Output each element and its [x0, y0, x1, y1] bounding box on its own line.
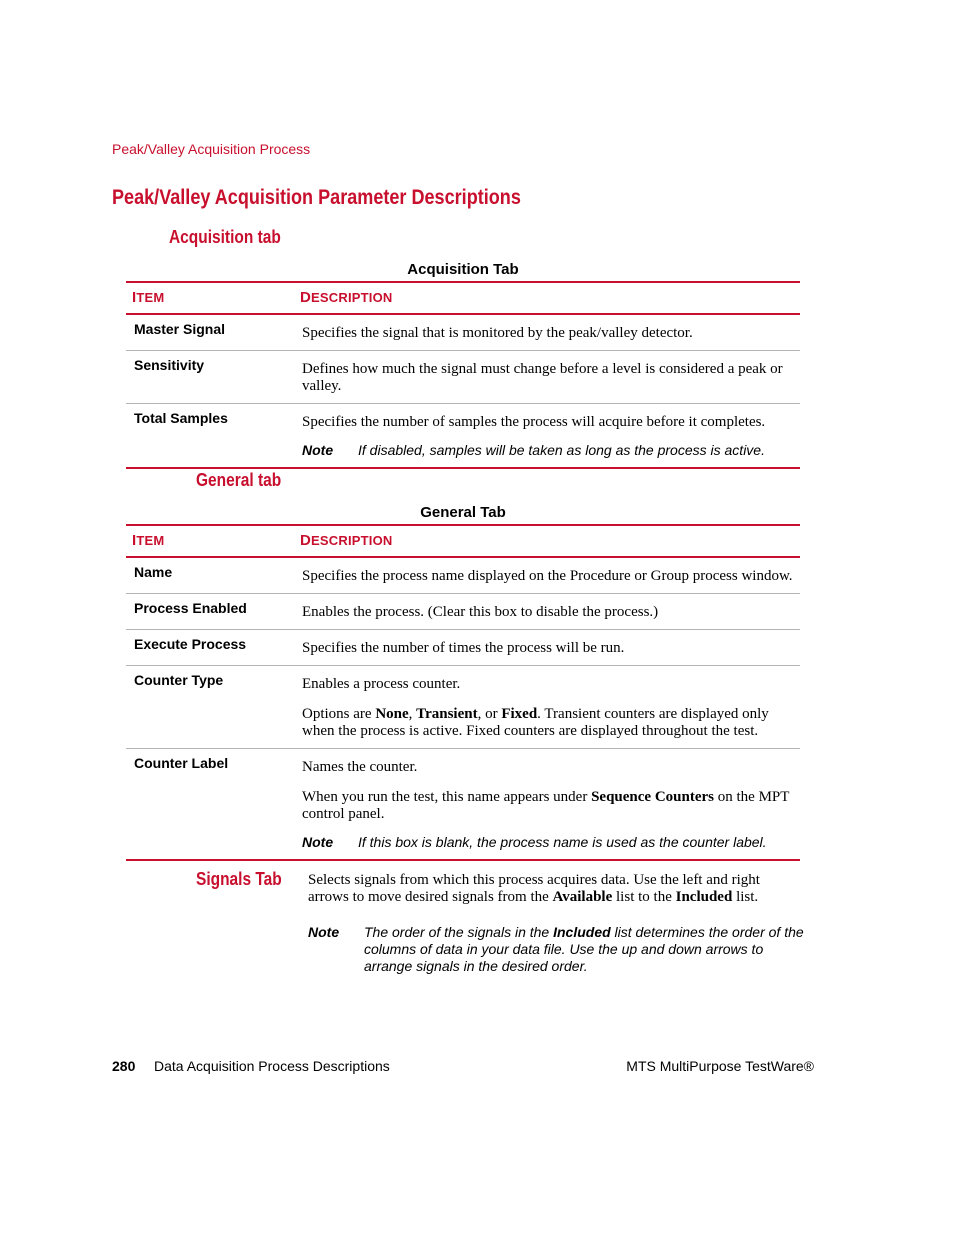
table-row: [126, 350, 800, 403]
acquisition-table-caption: Acquisition Tab: [407, 261, 519, 278]
item-label: Counter Type: [134, 672, 224, 688]
table-row: [126, 665, 800, 748]
item-label: Name: [134, 564, 173, 580]
item-label: Process Enabled: [134, 600, 247, 616]
description-text: Enables a process counter.: [302, 676, 461, 692]
column-header-item: ITEM: [132, 532, 165, 549]
note-text: If this box is blank, the process name is used as the counter label.: [358, 834, 767, 850]
acquisition-tab-heading: Acquisition tab: [169, 227, 281, 247]
description-text: Names the counter.: [302, 759, 418, 775]
description-text: Options are None, Transient, or Fixed. Transient counters are displayed only when the process is active. Fixed counters are displayed throughout the test.: [302, 706, 769, 739]
note-text: The order of the signals in the Included list determines the order of the columns of data in your data file. Use the up and down arrows to arrange signals in the desired order.: [364, 924, 804, 974]
item-label: Total Samples: [134, 410, 228, 426]
breadcrumb[interactable]: Peak/Valley Acquisition Process: [112, 141, 311, 157]
item-label: Master Signal: [134, 321, 226, 337]
signals-tab-heading: Signals Tab: [196, 869, 282, 889]
table-row: [126, 593, 800, 629]
column-header-description: DESCRIPTION: [300, 532, 393, 549]
column-header-description: DESCRIPTION: [300, 289, 393, 306]
item-description: Enables the process. (Clear this box to disable the process.): [302, 604, 659, 620]
note-label: Note: [302, 834, 334, 850]
item-description: Specifies the signal that is monitored by the peak/valley detector.: [302, 325, 693, 341]
item-label: Sensitivity: [134, 357, 205, 373]
description-text: Specifies the number of samples the process will acquire before it completes.: [302, 414, 766, 430]
note-text: If disabled, samples will be taken as long as the process is active.: [358, 442, 765, 458]
table-row: [126, 315, 800, 350]
item-description: Specifies the process name displayed on the Procedure or Group process window.: [302, 568, 793, 584]
table-header: [126, 526, 800, 558]
note-label: Note: [308, 924, 340, 940]
item-description: Specifies the number of times the process will be run.: [302, 640, 625, 656]
item-description: [302, 414, 800, 459]
table-header: [126, 283, 800, 315]
table-row: [126, 748, 800, 859]
signals-description: Selects signals from which this process acquires data. Use the left and right arrows to move desired signals from the Available list to the Included list.: [308, 872, 760, 905]
note: [302, 442, 800, 459]
page-title: Peak/Valley Acquisition Parameter Descriptions: [112, 186, 521, 209]
general-table: [126, 524, 800, 861]
column-header-item: ITEM: [132, 289, 165, 306]
general-table-caption: General Tab: [420, 504, 506, 521]
footer-product: MTS MultiPurpose TestWare®: [626, 1058, 814, 1074]
signals-note: [308, 924, 814, 975]
description-text: When you run the test, this name appears under Sequence Counters on the MPT control panel.: [302, 789, 790, 822]
general-tab-heading: General tab: [196, 470, 282, 490]
table-row: [126, 403, 800, 467]
footer-section: Data Acquisition Process Descriptions: [154, 1058, 390, 1074]
item-label: Execute Process: [134, 636, 247, 652]
item-description: [302, 676, 800, 740]
table-row: [126, 629, 800, 665]
item-description: [302, 759, 800, 851]
page-number: 280: [112, 1058, 136, 1074]
note: [302, 834, 800, 851]
item-description: Defines how much the signal must change before a level is considered a peak or valley.: [302, 361, 783, 394]
acquisition-table: [126, 281, 800, 469]
note-label: Note: [302, 442, 334, 458]
item-label: Counter Label: [134, 755, 229, 771]
table-row: [126, 558, 800, 593]
